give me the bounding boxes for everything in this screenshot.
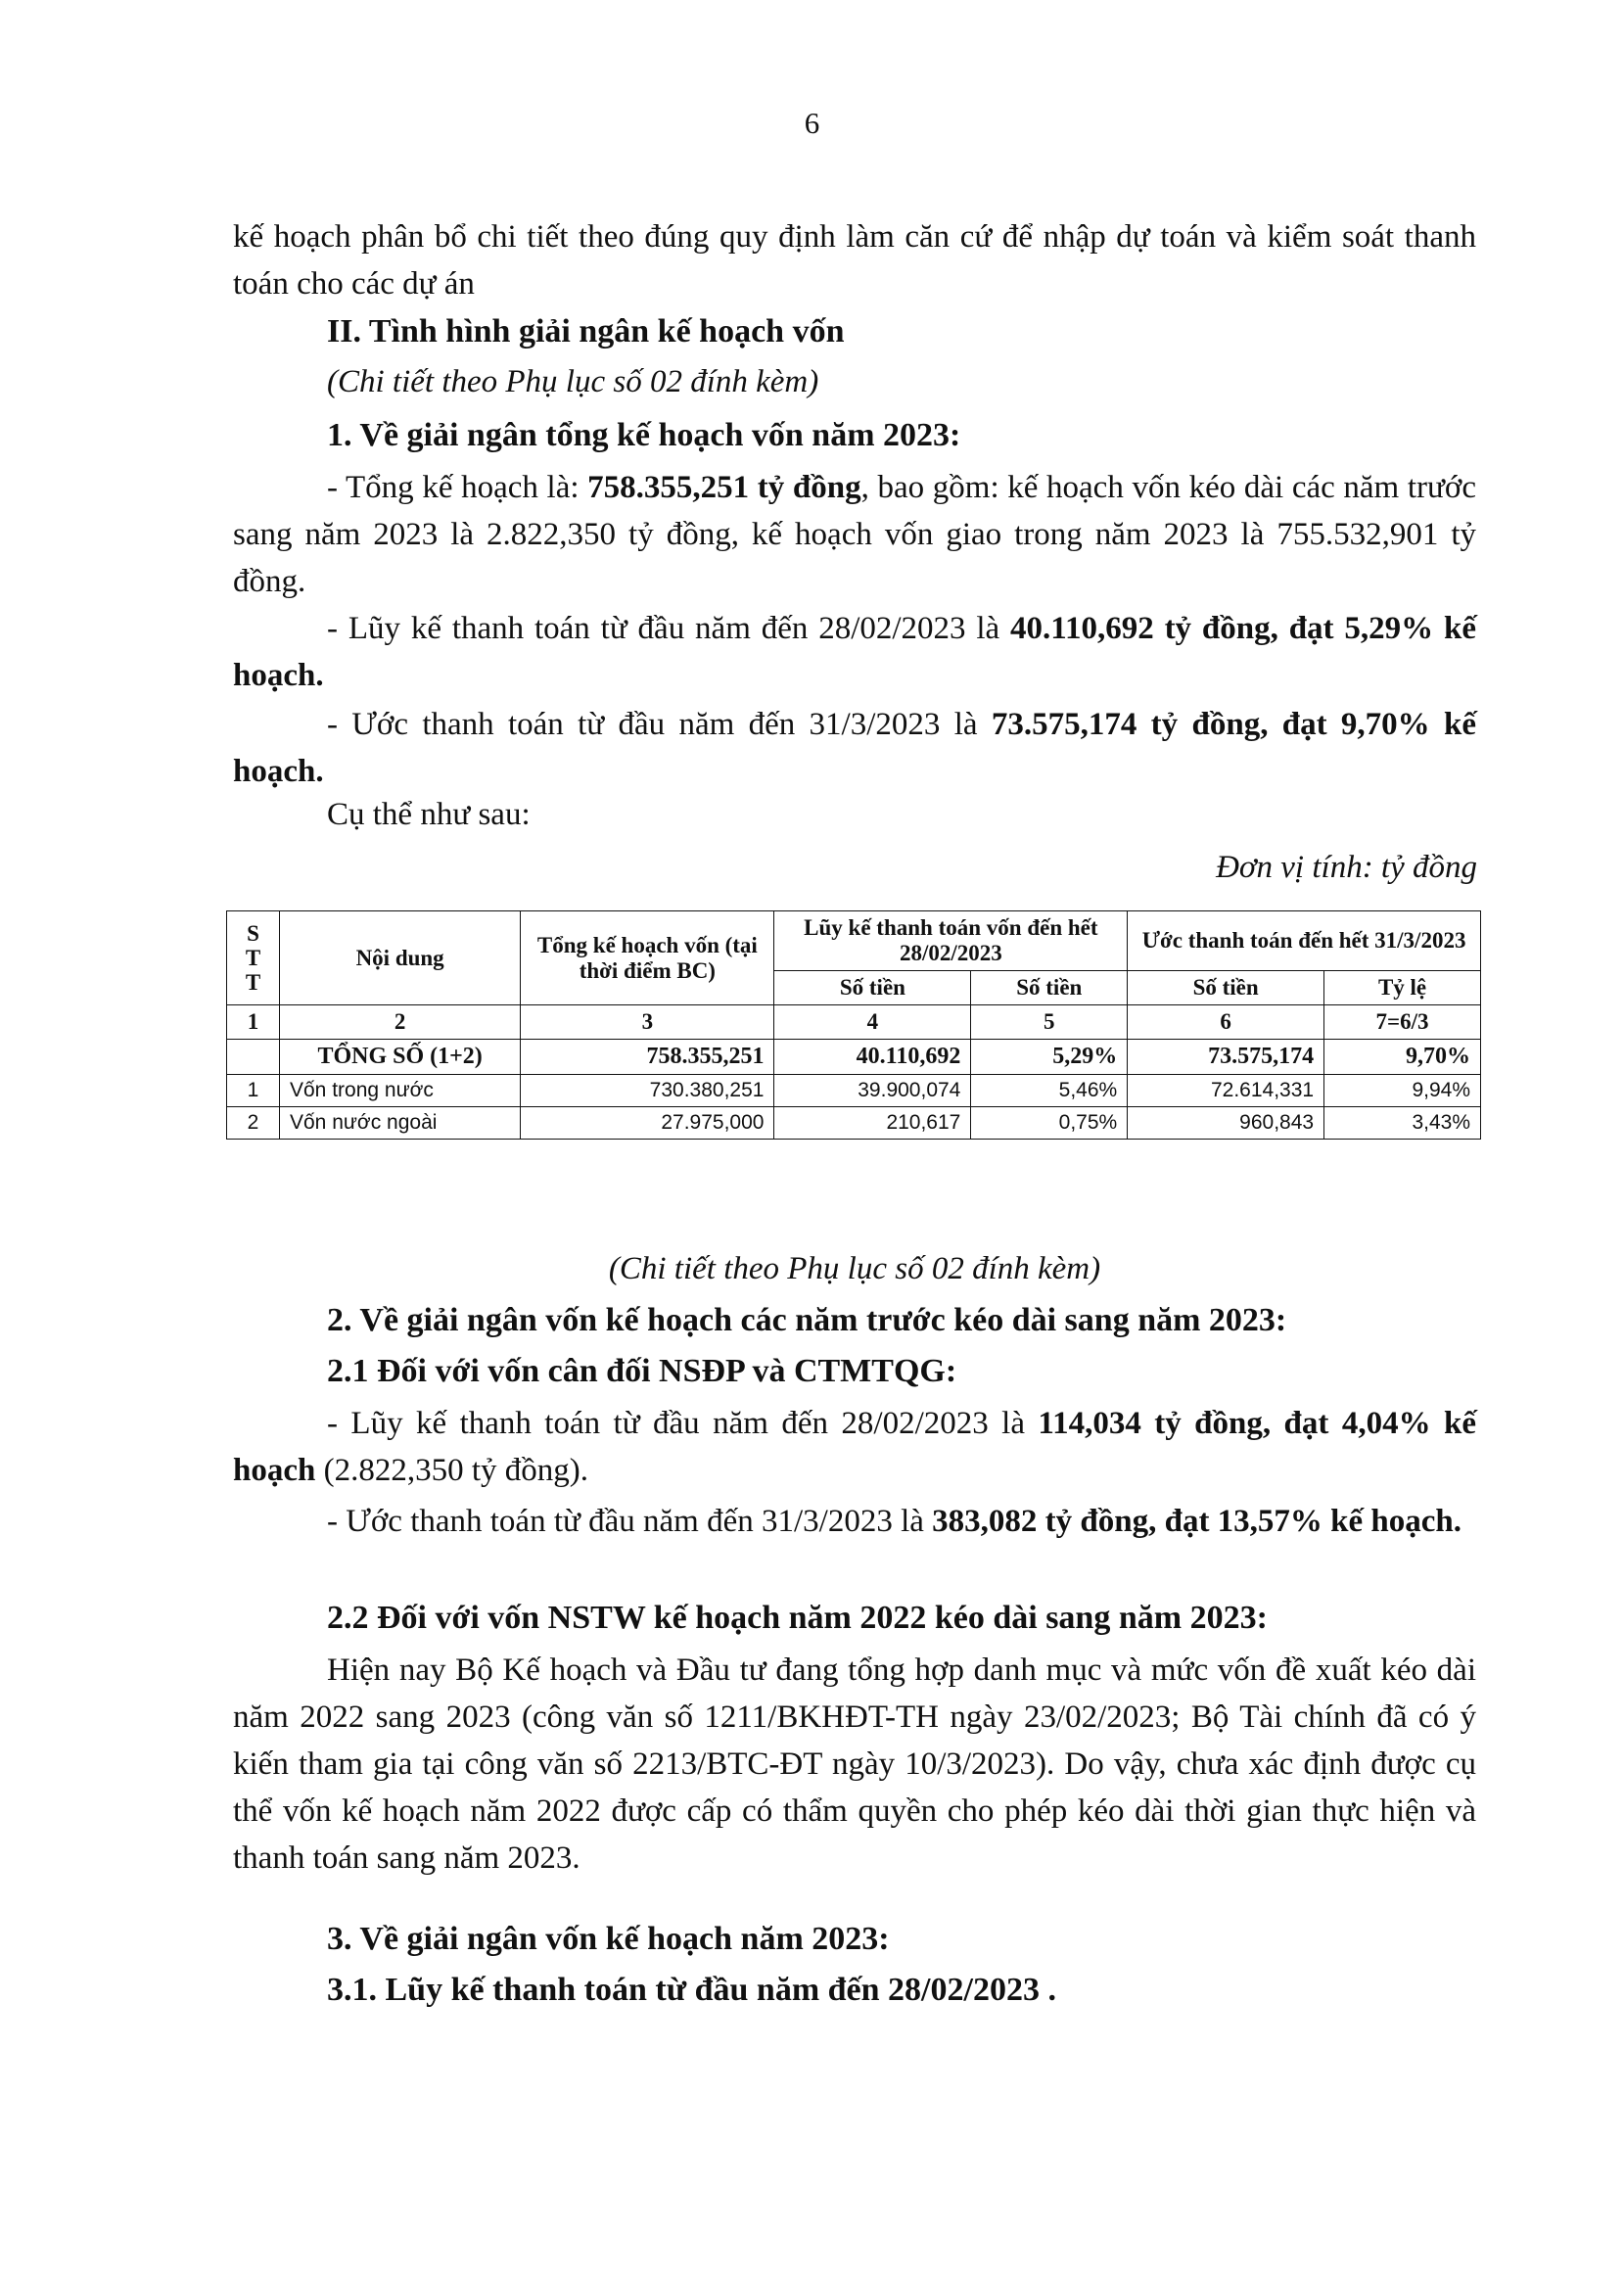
header-cumulative: Lũy kế thanh toán vốn đến hết 28/02/2023 [774, 911, 1128, 971]
part-1-paragraph-2: - Lũy kế thanh toán từ đầu năm đến 28/02/2023 là 40.110,692 tỷ đồng, đạt 5,29% kế hoạch. [233, 611, 1476, 693]
part-2-2-paragraph: Hiện nay Bộ Kế hoạch và Đầu tư đang tổng hợp danh mục và mức vốn đề xuất kéo dài năm 2022 sang 2023 (công văn số 1211/BKHĐT-TH ngày 23/02/2023; Bộ Tài chính đã có ý kiến tham gia tại công văn số 2213/BTC-ĐT ngày 10/3/2023). Do vậy, chưa xác định được cụ thể vốn kế hoạch năm 2022 được cấp có thẩm quyền cho phép kéo dài thời gian thực hiện và thanh toán sang năm 2023. [233, 1653, 1476, 1876]
part-1-paragraph-3: - Ước thanh toán từ đầu năm đến 31/3/2023 là 73.575,174 tỷ đồng, đạt 9,70% kế hoạch. [233, 707, 1477, 789]
cell-stt: 2 [227, 1107, 280, 1140]
index-cell: 6 [1128, 1005, 1324, 1040]
cell-content: TỔNG SỐ (1+2) [280, 1040, 521, 1075]
index-cell: 5 [971, 1005, 1128, 1040]
cell-cum-pct: 5,29% [971, 1040, 1128, 1075]
cell-est-pct: 9,94% [1324, 1075, 1481, 1107]
intro-paragraph: kế hoạch phân bổ chi tiết theo đúng quy định làm căn cứ để nhập dự toán và kiểm soát thanh toán cho các dự án [233, 219, 1476, 302]
part-2-1-paragraph-1: - Lũy kế thanh toán từ đầu năm đến 28/02/2023 là 114,034 tỷ đồng, đạt 4,04% kế hoạch (2.822,350 tỷ đồng). [233, 1406, 1476, 1488]
header-plan: Tổng kế hoạch vốn (tại thời điểm BC) [521, 911, 774, 1005]
index-cell: 2 [280, 1005, 521, 1040]
cell-plan: 730.380,251 [521, 1075, 774, 1107]
table-note: (Chi tiết theo Phụ lục số 02 đính kèm) [608, 1251, 1101, 1286]
index-cell: 1 [227, 1005, 280, 1040]
cell-plan: 758.355,251 [521, 1040, 774, 1075]
cell-est: 960,843 [1128, 1107, 1324, 1140]
cell-cum-pct: 5,46% [971, 1075, 1128, 1107]
part-2-1-title: 2.1 Đối với vốn cân đối NSĐP và CTMTQG: [327, 1353, 957, 1389]
disbursement-table [226, 910, 1481, 1140]
cell-cum: 40.110,692 [774, 1040, 971, 1075]
header-amount-3: Số tiền [1128, 971, 1324, 1005]
section-2-note: (Chi tiết theo Phụ lục số 02 đính kèm) [327, 364, 819, 399]
header-stt: S T T [227, 911, 280, 1005]
cell-est-pct: 3,43% [1324, 1107, 1481, 1140]
part-2-title: 2. Về giải ngân vốn kế hoạch các năm trước kéo dài sang năm 2023: [327, 1302, 1287, 1338]
part-1-paragraph-1: - Tổng kế hoạch là: 758.355,251 tỷ đồng, bao gồm: kế hoạch vốn kéo dài các năm trước sang năm 2023 là 2.822,350 tỷ đồng, kế hoạch vốn giao trong năm 2023 là 755.532,901 tỷ đồng. [233, 470, 1476, 599]
cell-stt [227, 1040, 280, 1075]
cell-plan: 27.975,000 [521, 1107, 774, 1140]
cell-cum: 210,617 [774, 1107, 971, 1140]
index-cell: 4 [774, 1005, 971, 1040]
cell-cum: 39.900,074 [774, 1075, 971, 1107]
header-content: Nội dung [280, 911, 521, 1005]
header-ratio: Tỷ lệ [1324, 971, 1481, 1005]
part-1-title: 1. Về giải ngân tổng kế hoạch vốn năm 2023: [327, 417, 961, 453]
cell-cum-pct: 0,75% [971, 1107, 1128, 1140]
part-3-title: 3. Về giải ngân vốn kế hoạch năm 2023: [327, 1921, 890, 1957]
cell-est: 72.614,331 [1128, 1075, 1324, 1107]
cell-est-pct: 9,70% [1324, 1040, 1481, 1075]
table-row [227, 1107, 1481, 1140]
header-amount-1: Số tiền [774, 971, 971, 1005]
index-cell: 3 [521, 1005, 774, 1040]
table-row [227, 1075, 1481, 1107]
cell-stt: 1 [227, 1075, 280, 1107]
table-header-row [227, 911, 1481, 971]
cell-content: Vốn trong nước [280, 1075, 521, 1107]
table-row [227, 1040, 1481, 1075]
part-2-2-title: 2.2 Đối với vốn NSTW kế hoạch năm 2022 kéo dài sang năm 2023: [327, 1600, 1268, 1636]
cell-content: Vốn nước ngoài [280, 1107, 521, 1140]
page-number: 6 [804, 106, 820, 140]
part-1-lead-in: Cụ thể như sau: [327, 797, 531, 832]
unit-label: Đơn vị tính: tỷ đồng [1216, 850, 1477, 885]
header-amount-2: Số tiền [971, 971, 1128, 1005]
index-cell: 7=6/3 [1324, 1005, 1481, 1040]
part-2-1-paragraph-2: - Ước thanh toán từ đầu năm đến 31/3/2023 là 383,082 tỷ đồng, đạt 13,57% kế hoạch. [327, 1504, 1462, 1539]
part-3-1-title: 3.1. Lũy kế thanh toán từ đầu năm đến 28/02/2023 . [327, 1972, 1056, 2008]
header-estimate: Ước thanh toán đến hết 31/3/2023 [1128, 911, 1481, 971]
table-index-row [227, 1005, 1481, 1040]
cell-est: 73.575,174 [1128, 1040, 1324, 1075]
section-2-title: II. Tình hình giải ngân kế hoạch vốn [327, 313, 845, 349]
